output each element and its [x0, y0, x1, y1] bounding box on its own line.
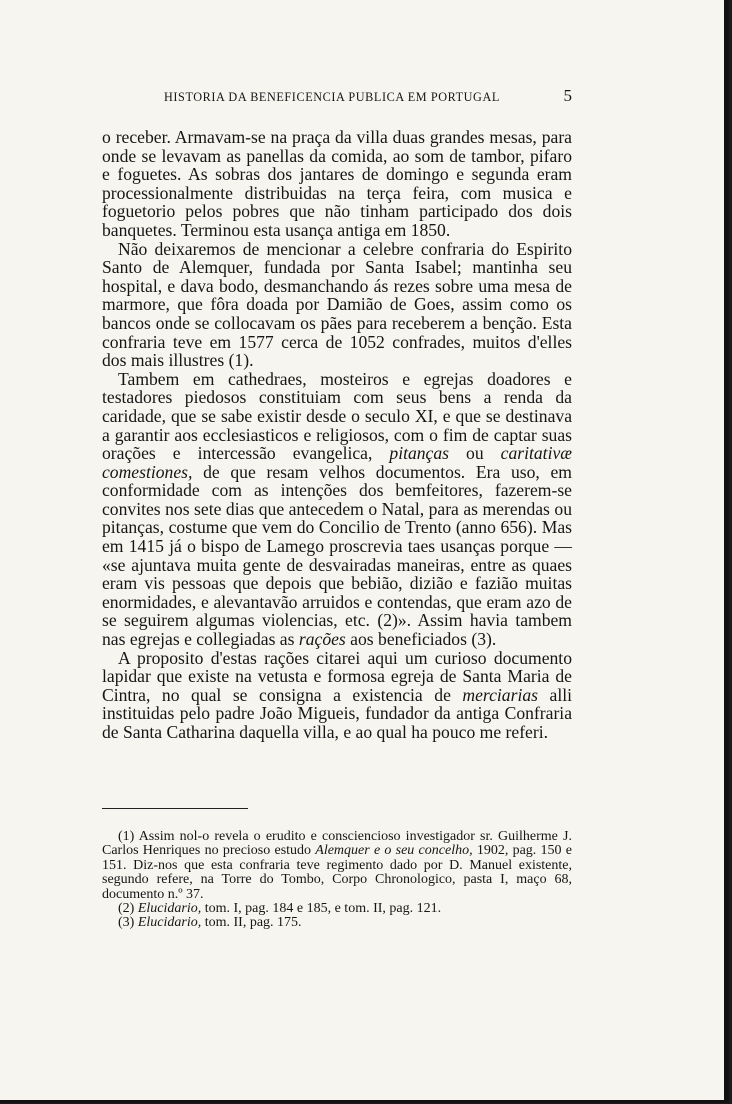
footnote-3: (3) Elucidario, tom. II, pag. 175.	[118, 915, 302, 931]
footnote-divider	[102, 808, 248, 809]
footnote-1: (1) Assim nol-o revela o erudito e consciencioso investigador sr. Guilherme J. Carlos Henriques no precioso estudo Alemquer e o seu concelho, 1902, pag. 150 e 151. Diz-nos que esta confraria teve regimento dado por D. Manuel existente, segundo refere, na Torre do Tombo, Corpo Chronologico, pasta I, maço 68, documento n.º 37.	[102, 829, 572, 902]
body-text	[102, 128, 572, 742]
paragraph-2: Não deixaremos de mencionar a celebre confraria do Espirito Santo de Alemquer, fundada por Santa Isabel; mantinha seu hospital, e dava bodo, desmanchando ás rezes sobre uma mesa de marmore, que fôra doada por Damião de Goes, assim como os bancos onde se collocavam os pães para receberem a benção. Esta confraria teve em 1577 cerca de 1052 confrades, muitos d'elles dos mais illustres (1).	[102, 238, 572, 371]
paragraph-4: A proposito d'estas rações citarei aqui um curioso documento lapidar que existe na vetusta e formosa egreja de Santa Maria de Cintra, no qual se consigna a existencia de merciarias alli instituidas pelo padre João Migueis, fundador da antiga Confraria de Santa Catharina daquella villa, e ao qual ha pouco me referi.	[102, 647, 572, 742]
footnote-2: (2) Elucidario, tom. I, pag. 184 e 185, e tom. II, pag. 121.	[118, 901, 442, 917]
page-number: 5	[563, 86, 572, 105]
running-header	[102, 86, 572, 106]
paragraph-1: o receber. Armavam-se na praça da villa duas grandes mesas, para onde se levavam as panellas da comida, ao som de tambor, pifaro e foguetes. As sobras dos jantares de domingo e segunda eram processionalmente distribuidas na terça feira, com musica e foguetorio pelos pobres que não tinham participado dos dois banquetes. Terminou esta usança antiga em 1850.	[102, 127, 572, 240]
running-title: HISTORIA DA BENEFICENCIA PUBLICA EM PORTUGAL	[164, 90, 500, 104]
paragraph-3: Tambem em cathedraes, mosteiros e egrejas doadores e testadores piedosos constituiam com seus bens a renda da caridade, que se sabe existir desde o seculo XI, e que se destinava a garantir aos ecclesiasticos e religiosos, com o fim de captar suas orações e intercessão evangelica, pitanças ou caritativæ comestiones, de que resam velhos documentos. Era uso, em conformidade com as intenções dos bemfeitores, fazerem-se convites nos sete dias que antecedem o Natal, para as merendas ou pitanças, costume que vem do Concilio de Trento (anno 656). Mas em 1415 já o bispo de Lamego proscrevia taes usanças porque — «se ajuntava muita gente de desvairadas maneiras, entre as quaes eram vis pessoas que depois que bebião, dizião e fazião muitas enormidades, e alevantavão arruidos e contendas, que eram azo de se seguirem algumas violencias, etc. (2)». Assim havia tambem nas egrejas e collegiadas as rações aos beneficiados (3).	[102, 368, 573, 650]
footnotes	[102, 830, 572, 931]
